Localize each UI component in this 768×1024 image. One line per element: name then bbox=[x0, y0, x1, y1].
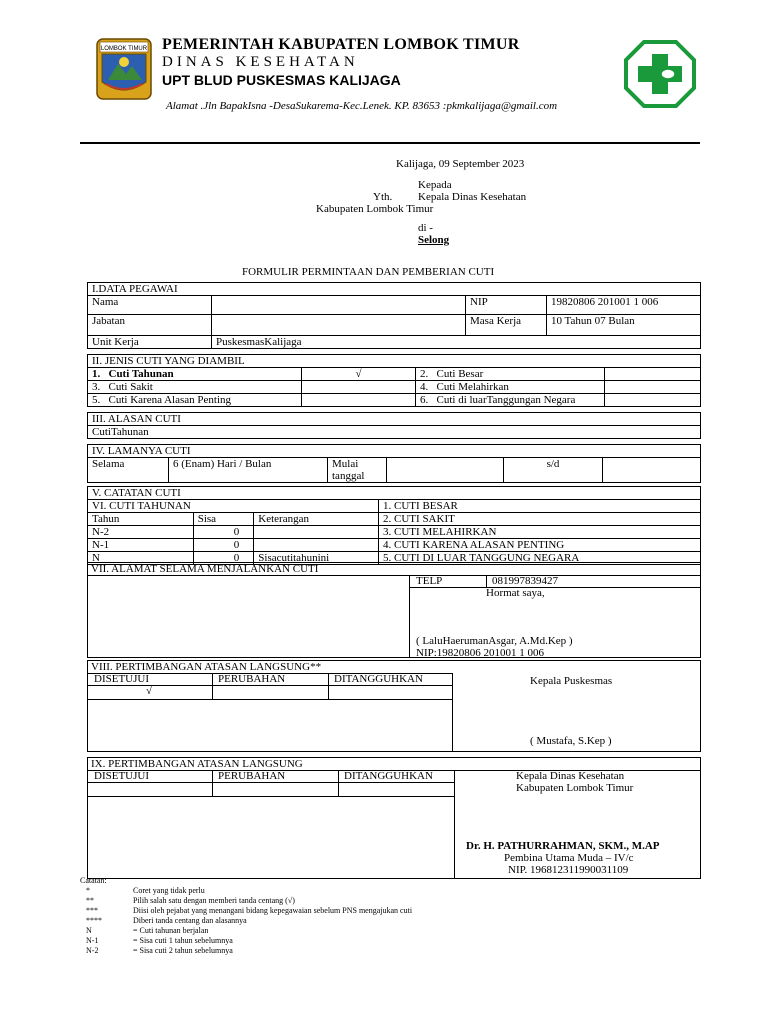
s5-row-2-sisa: 0 bbox=[193, 552, 254, 565]
s2-r1b-num: 2. bbox=[420, 368, 429, 380]
note-value: = Sisa cuti 1 tahun sebelumnya bbox=[133, 936, 233, 945]
s5-right-4: CUTI DI LUAR TANGGUNG NEGARA bbox=[394, 552, 580, 564]
s5-title: V. CATATAN CUTI bbox=[88, 487, 701, 500]
list-item bbox=[80, 936, 412, 946]
s9-kepala-2: Kabupaten Lombok Timur bbox=[516, 782, 634, 794]
s5-row-0-ket bbox=[254, 526, 379, 539]
health-logo bbox=[624, 40, 696, 108]
note-key: *** bbox=[86, 906, 98, 915]
s2-r2b-num: 4. bbox=[420, 381, 429, 393]
s5-row-2-ket: Sisacutitahunini bbox=[254, 552, 379, 565]
section-catatan-cuti bbox=[87, 486, 701, 565]
s8-h2: PERUBAHAN bbox=[218, 673, 286, 685]
s2-r1a-num: 1. bbox=[92, 368, 101, 380]
s9-h3: DITANGGUHKAN bbox=[344, 770, 433, 782]
s7-telp-label: TELP bbox=[416, 575, 443, 587]
s1-unit-label: Unit Kerja bbox=[88, 336, 212, 349]
s8-mark: √ bbox=[146, 685, 153, 697]
section-pertimbangan-pejabat bbox=[87, 757, 701, 879]
note-value: Diberi tanda centang dan alasannya bbox=[133, 916, 247, 925]
s1-masa: 10 Tahun 07 Bulan bbox=[547, 315, 701, 336]
s3-value: CutiTahunan bbox=[88, 426, 701, 439]
header-line-1: PEMERINTAH KABUPATEN LOMBOK TIMUR bbox=[162, 36, 520, 53]
letter-yth: Yth. bbox=[373, 191, 393, 203]
section-data-pegawai bbox=[87, 282, 701, 349]
s9-signer: Dr. H. PATHURRAHMAN, SKM., M.AP bbox=[466, 840, 660, 852]
note-key: N-2 bbox=[86, 946, 99, 955]
s5-right-1: CUTI SAKIT bbox=[394, 513, 455, 525]
s5-row-1-sisa: 0 bbox=[193, 539, 254, 552]
section-jenis-cuti bbox=[87, 354, 701, 407]
s1-nip-label: NIP bbox=[466, 296, 547, 315]
note-value: = Sisa cuti 2 tahun sebelumnya bbox=[133, 946, 233, 955]
s2-r1a-mark: √ bbox=[302, 368, 416, 381]
s2-title: II. JENIS CUTI YANG DIAMBIL bbox=[88, 355, 701, 368]
list-item bbox=[80, 896, 412, 906]
s2-r3b: Cuti di luarTanggungan Negara bbox=[436, 394, 576, 406]
table-row bbox=[88, 539, 701, 552]
s7-title: VII. ALAMAT SELAMA MENJALANKAN CUTI bbox=[91, 563, 319, 575]
s4-sd: s/d bbox=[504, 458, 603, 483]
notes bbox=[80, 876, 412, 956]
note-value: = Cuti tahunan berjalan bbox=[133, 926, 209, 935]
emblem-label: LOMBOK TIMUR bbox=[100, 46, 148, 52]
s4-title: IV. LAMANYA CUTI bbox=[88, 445, 701, 458]
s4-mulai: Mulai tanggal bbox=[328, 458, 387, 483]
s8-h1: DISETUJUI bbox=[94, 673, 149, 685]
s7-signer: ( LaluHaerumanAsgar, A.Md.Kep ) bbox=[416, 635, 573, 647]
letter-place: Selong bbox=[418, 234, 450, 246]
notes-title: Catatan: bbox=[80, 876, 107, 885]
s2-r1b: Cuti Besar bbox=[436, 368, 484, 380]
note-value: Diisi oleh pejabat yang menangani bidang kepegawaian sebelum PNS mengajukan cuti bbox=[133, 906, 413, 915]
letter-to-1: Kepala Dinas Kesehatan bbox=[418, 191, 527, 203]
s1-jabatan-label: Jabatan bbox=[88, 315, 212, 336]
s4-selama: Selama bbox=[88, 458, 169, 483]
letter-to-2: Kabupaten Lombok Timur bbox=[316, 203, 434, 215]
s8-signer: ( Mustafa, S.Kep ) bbox=[530, 735, 612, 747]
s9-nip: NIP. 196812311990031109 bbox=[508, 864, 629, 876]
list-item bbox=[80, 926, 412, 936]
s2-r1a: Cuti Tahunan bbox=[108, 368, 174, 380]
s8-title: VIII. PERTIMBANGAN ATASAN LANGSUNG** bbox=[91, 661, 322, 673]
s9-h1: DISETUJUI bbox=[94, 770, 149, 782]
s1-jabatan bbox=[212, 315, 466, 336]
section-pertimbangan-atasan bbox=[87, 660, 701, 752]
s8-kepala: Kepala Puskesmas bbox=[530, 675, 613, 687]
table-row bbox=[88, 526, 701, 539]
header-line-2: DINAS KESEHATAN bbox=[162, 54, 359, 70]
s5-row-2-tahun: N bbox=[88, 552, 194, 565]
s5-h-sisa: Sisa bbox=[193, 513, 254, 526]
s7-signer-nip: NIP:19820806 201001 1 006 bbox=[416, 647, 545, 659]
s5-right-0: CUTI BESAR bbox=[394, 500, 458, 512]
header-divider bbox=[80, 142, 700, 144]
s5-right-0-num: 1. bbox=[383, 500, 392, 512]
form-title: FORMULIR PERMINTAAN DAN PEMBERIAN CUTI bbox=[242, 266, 495, 278]
s5-row-1-ket bbox=[254, 539, 379, 552]
note-value: Pilih salah satu dengan memberi tanda centang (√) bbox=[133, 896, 295, 905]
s5-right-2: CUTI MELAHIRKAN bbox=[394, 526, 497, 538]
s5-row-0-tahun: N-2 bbox=[88, 526, 194, 539]
s4-durasi: 6 (Enam) Hari / Bulan bbox=[169, 458, 328, 483]
s5-right-4-num: 5. bbox=[383, 552, 392, 564]
s8-h3: DITANGGUHKAN bbox=[334, 673, 423, 685]
note-key: N bbox=[86, 926, 92, 935]
s9-kepala-1: Kepala Dinas Kesehatan bbox=[516, 770, 625, 782]
note-key: ** bbox=[86, 896, 94, 905]
s9-title: IX. PERTIMBANGAN ATASAN LANGSUNG bbox=[91, 758, 303, 770]
s3-title: III. ALASAN CUTI bbox=[88, 413, 701, 426]
list-item bbox=[80, 886, 412, 896]
section-alasan-cuti bbox=[87, 412, 701, 439]
s5-sub: VI. CUTI TAHUNAN bbox=[88, 500, 379, 513]
letter-kepada: Kepada bbox=[418, 179, 452, 191]
header-address: Alamat .Jln BapakIsna -DesaSukarema-Kec.Lenek. KP. 83653 :pkmkalijaga@gmail.com bbox=[166, 100, 558, 112]
s1-nama bbox=[212, 296, 466, 315]
list-item bbox=[80, 946, 412, 956]
s1-masa-label: Masa Kerja bbox=[466, 315, 547, 336]
s5-row-0-sisa: 0 bbox=[193, 526, 254, 539]
section-alamat-cuti bbox=[87, 562, 701, 658]
s2-r2a-num: 3. bbox=[92, 381, 101, 393]
letter-date: Kalijaga, 09 September 2023 bbox=[396, 158, 525, 170]
s5-row-1-tahun: N-1 bbox=[88, 539, 194, 552]
note-value: Coret yang tidak perlu bbox=[133, 886, 205, 895]
s5-right-3-num: 4. bbox=[383, 539, 392, 551]
letter-di: di - bbox=[418, 222, 433, 234]
list-item bbox=[80, 906, 412, 916]
s9-rank: Pembina Utama Muda – IV/c bbox=[504, 852, 634, 864]
header-line-3: UPT BLUD PUSKESMAS KALIJAGA bbox=[162, 72, 401, 88]
note-key: **** bbox=[86, 916, 102, 925]
s7-telp: 081997839427 bbox=[492, 575, 558, 587]
list-item bbox=[80, 916, 412, 926]
s1-title: I.DATA PEGAWAI bbox=[88, 283, 701, 296]
s7-hormat: Hormat saya, bbox=[486, 587, 545, 599]
s1-nip: 19820806 201001 1 006 bbox=[547, 296, 701, 315]
s2-r3a: Cuti Karena Alasan Penting bbox=[108, 394, 232, 406]
s2-r2b: Cuti Melahirkan bbox=[436, 381, 509, 393]
s5-right-3: CUTI KARENA ALASAN PENTING bbox=[394, 539, 565, 551]
s2-r2a: Cuti Sakit bbox=[108, 381, 153, 393]
s2-r3a-num: 5. bbox=[92, 394, 101, 406]
s9-h2: PERUBAHAN bbox=[218, 770, 286, 782]
s1-nama-label: Nama bbox=[88, 296, 212, 315]
s5-right-2-num: 3. bbox=[383, 526, 392, 538]
regency-emblem bbox=[96, 38, 152, 100]
s5-h-ket: Keterangan bbox=[254, 513, 379, 526]
s2-r3b-num: 6. bbox=[420, 394, 429, 406]
section-lamanya-cuti bbox=[87, 444, 701, 483]
note-key: N-1 bbox=[86, 936, 99, 945]
note-key: * bbox=[86, 886, 90, 895]
s1-unit: PuskesmasKalijaga bbox=[212, 336, 701, 349]
s5-h-tahun: Tahun bbox=[88, 513, 194, 526]
s5-right-1-num: 2. bbox=[383, 513, 392, 525]
